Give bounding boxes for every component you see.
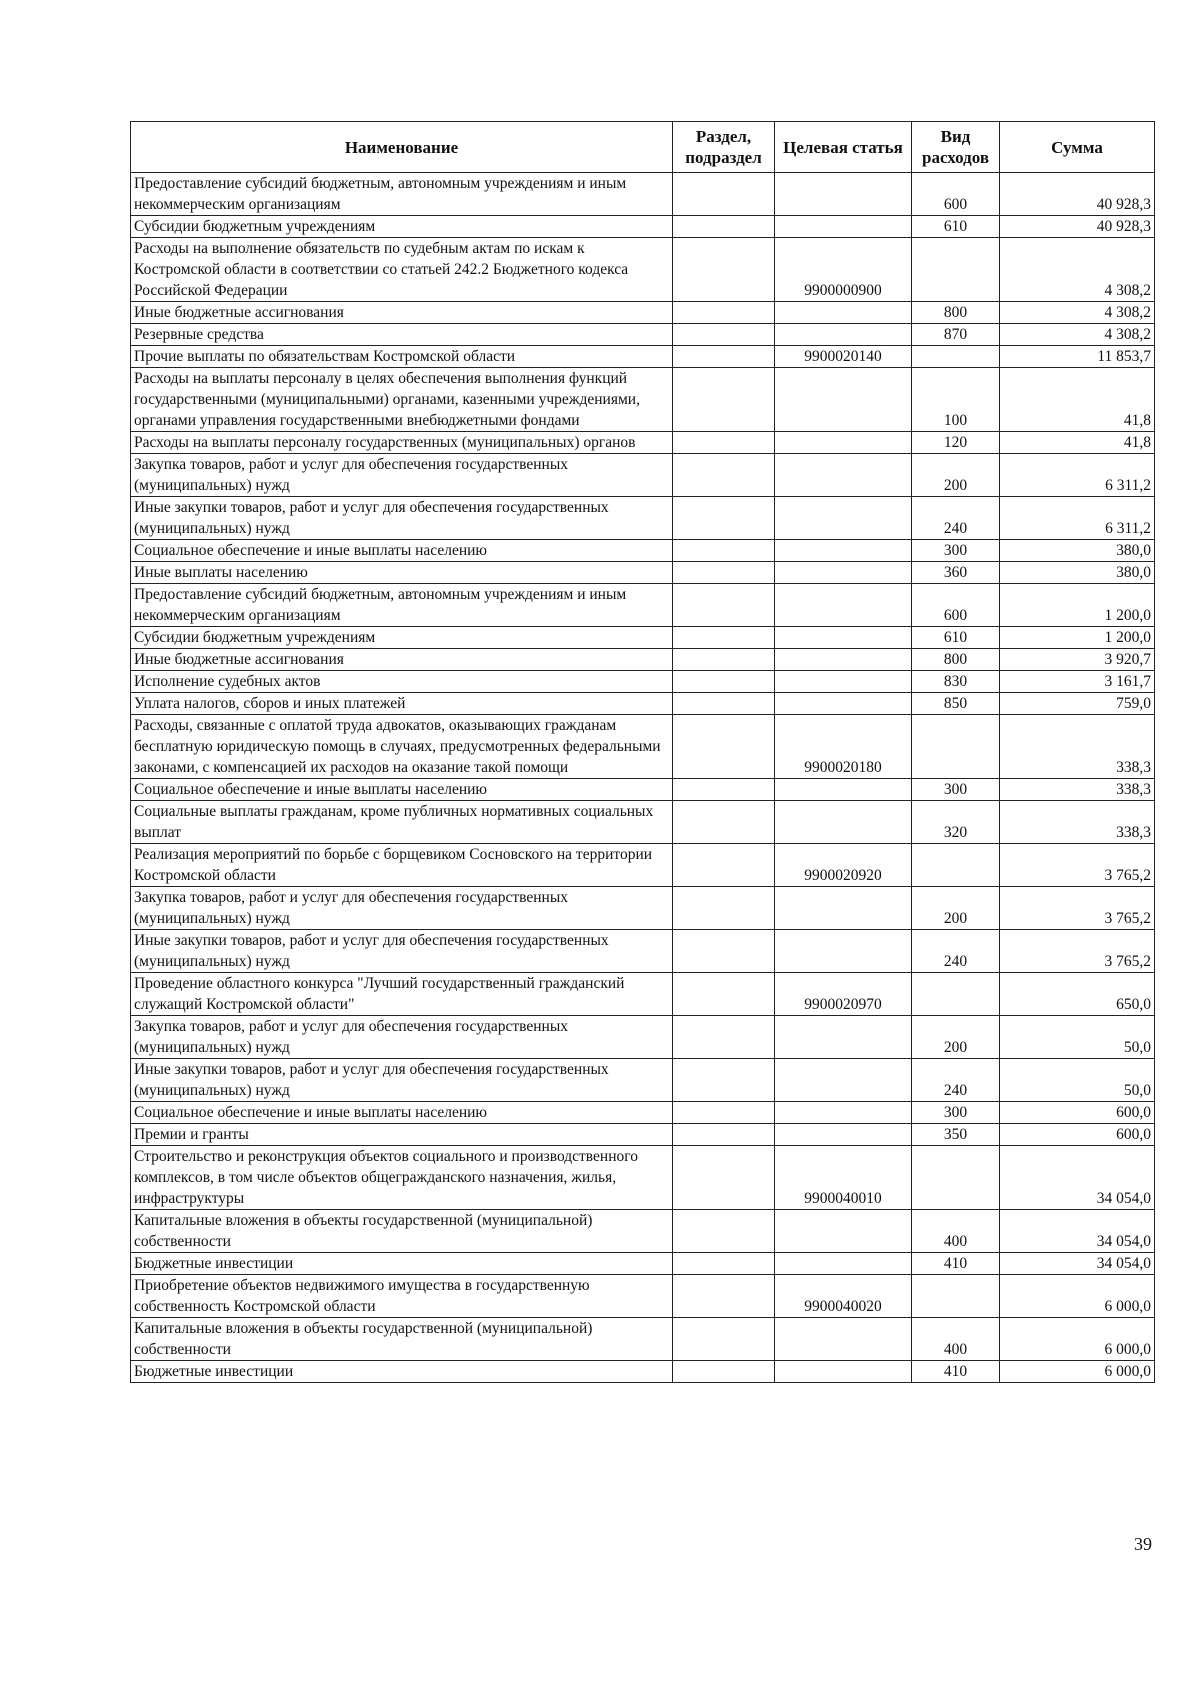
cell-sum: 3 920,7 [1000, 649, 1155, 671]
cell-sum: 4 308,2 [1000, 324, 1155, 346]
cell-section [673, 693, 775, 715]
cell-section [673, 497, 775, 540]
cell-sum: 650,0 [1000, 973, 1155, 1016]
cell-kind: 120 [912, 432, 1000, 454]
cell-kind [912, 973, 1000, 1016]
cell-name: Иные закупки товаров, работ и услуг для обеспечения государственных (муниципальных) нужд [131, 1059, 673, 1102]
cell-target [775, 1361, 912, 1383]
cell-kind: 610 [912, 216, 1000, 238]
table-row [131, 540, 1155, 562]
cell-name: Расходы на выполнение обязательств по судебным актам по искам к Костромской области в соответствии со статьей 242.2 Бюджетного кодекса Российской Федерации [131, 238, 673, 302]
cell-target: 9900040010 [775, 1146, 912, 1210]
cell-target [775, 1210, 912, 1253]
header-kind: Вид расходов [912, 122, 1000, 173]
cell-sum: 338,3 [1000, 801, 1155, 844]
cell-target [775, 779, 912, 801]
table-row [131, 1361, 1155, 1383]
cell-target [775, 1253, 912, 1275]
cell-kind: 600 [912, 173, 1000, 216]
cell-name: Премии и гранты [131, 1124, 673, 1146]
cell-sum: 1 200,0 [1000, 584, 1155, 627]
table-row [131, 801, 1155, 844]
table-row [131, 1102, 1155, 1124]
table-body [131, 173, 1155, 1383]
cell-name: Социальное обеспечение и иные выплаты населению [131, 779, 673, 801]
cell-sum: 338,3 [1000, 779, 1155, 801]
cell-sum: 34 054,0 [1000, 1253, 1155, 1275]
cell-name: Прочие выплаты по обязательствам Костромской области [131, 346, 673, 368]
cell-target: 9900020180 [775, 715, 912, 779]
cell-sum: 1 200,0 [1000, 627, 1155, 649]
table-row [131, 1253, 1155, 1275]
cell-target: 9900000900 [775, 238, 912, 302]
table-row [131, 238, 1155, 302]
cell-sum: 34 054,0 [1000, 1210, 1155, 1253]
cell-name: Иные бюджетные ассигнования [131, 302, 673, 324]
table-row [131, 584, 1155, 627]
cell-section [673, 1210, 775, 1253]
cell-target [775, 1124, 912, 1146]
cell-name: Закупка товаров, работ и услуг для обеспечения государственных (муниципальных) нужд [131, 454, 673, 497]
table-row [131, 216, 1155, 238]
page-number: 39 [1134, 1534, 1152, 1554]
table-row [131, 1146, 1155, 1210]
cell-section [673, 671, 775, 693]
cell-kind: 600 [912, 584, 1000, 627]
cell-sum: 50,0 [1000, 1016, 1155, 1059]
cell-section [673, 584, 775, 627]
table-row [131, 454, 1155, 497]
cell-kind: 400 [912, 1318, 1000, 1361]
cell-kind: 300 [912, 1102, 1000, 1124]
cell-name: Капитальные вложения в объекты государственной (муниципальной) собственности [131, 1210, 673, 1253]
table-row [131, 649, 1155, 671]
cell-target [775, 368, 912, 432]
cell-section [673, 216, 775, 238]
cell-kind [912, 346, 1000, 368]
cell-sum: 6 311,2 [1000, 497, 1155, 540]
cell-kind: 240 [912, 497, 1000, 540]
cell-section [673, 432, 775, 454]
cell-target [775, 584, 912, 627]
table-row [131, 1059, 1155, 1102]
cell-name: Иные бюджетные ассигнования [131, 649, 673, 671]
table-row [131, 302, 1155, 324]
table-row [131, 973, 1155, 1016]
cell-name: Предоставление субсидий бюджетным, автономным учреждениям и иным некоммерческим организациям [131, 584, 673, 627]
cell-target [775, 540, 912, 562]
cell-section [673, 1016, 775, 1059]
cell-section [673, 1059, 775, 1102]
cell-sum: 6 000,0 [1000, 1275, 1155, 1318]
cell-section [673, 1102, 775, 1124]
cell-target [775, 173, 912, 216]
cell-name: Расходы на выплаты персоналу в целях обеспечения выполнения функций государственными (муниципальными) органами, казенными учреждениями, органами управления государственными внебюджетными фондами [131, 368, 673, 432]
table-row [131, 693, 1155, 715]
cell-section [673, 779, 775, 801]
cell-name: Капитальные вложения в объекты государственной (муниципальной) собственности [131, 1318, 673, 1361]
table-row [131, 779, 1155, 801]
cell-name: Бюджетные инвестиции [131, 1253, 673, 1275]
cell-section [673, 173, 775, 216]
cell-kind: 610 [912, 627, 1000, 649]
cell-section [673, 1318, 775, 1361]
cell-sum: 11 853,7 [1000, 346, 1155, 368]
cell-sum: 380,0 [1000, 540, 1155, 562]
cell-sum: 338,3 [1000, 715, 1155, 779]
cell-sum: 41,8 [1000, 432, 1155, 454]
header-sum: Сумма [1000, 122, 1155, 173]
cell-section [673, 1275, 775, 1318]
cell-kind: 850 [912, 693, 1000, 715]
table-row [131, 1275, 1155, 1318]
cell-target [775, 887, 912, 930]
cell-sum: 40 928,3 [1000, 173, 1155, 216]
cell-name: Проведение областного конкурса "Лучший государственный гражданский служащий Костромской области" [131, 973, 673, 1016]
cell-kind: 100 [912, 368, 1000, 432]
cell-name: Иные закупки товаров, работ и услуг для обеспечения государственных (муниципальных) нужд [131, 497, 673, 540]
cell-sum: 41,8 [1000, 368, 1155, 432]
cell-section [673, 1146, 775, 1210]
table-row [131, 368, 1155, 432]
cell-kind: 300 [912, 540, 1000, 562]
cell-section [673, 454, 775, 497]
cell-section [673, 1361, 775, 1383]
cell-target [775, 324, 912, 346]
cell-kind: 800 [912, 302, 1000, 324]
cell-section [673, 1124, 775, 1146]
cell-section [673, 540, 775, 562]
cell-target [775, 671, 912, 693]
header-section: Раздел, подраздел [673, 122, 775, 173]
table-row [131, 346, 1155, 368]
table-row [131, 627, 1155, 649]
table-row [131, 1210, 1155, 1253]
table-row [131, 497, 1155, 540]
cell-section [673, 368, 775, 432]
cell-section [673, 627, 775, 649]
cell-target [775, 432, 912, 454]
table-row [131, 1016, 1155, 1059]
cell-kind: 870 [912, 324, 1000, 346]
cell-name: Закупка товаров, работ и услуг для обеспечения государственных (муниципальных) нужд [131, 1016, 673, 1059]
table-row [131, 1318, 1155, 1361]
cell-name: Предоставление субсидий бюджетным, автономным учреждениям и иным некоммерческим организациям [131, 173, 673, 216]
cell-name: Приобретение объектов недвижимого имущества в государственную собственность Костромской области [131, 1275, 673, 1318]
cell-name: Иные закупки товаров, работ и услуг для обеспечения государственных (муниципальных) нужд [131, 930, 673, 973]
cell-kind: 200 [912, 887, 1000, 930]
cell-target [775, 1059, 912, 1102]
cell-section [673, 887, 775, 930]
cell-kind: 410 [912, 1253, 1000, 1275]
cell-target [775, 627, 912, 649]
cell-section [673, 562, 775, 584]
cell-target [775, 801, 912, 844]
cell-section [673, 1253, 775, 1275]
cell-target [775, 302, 912, 324]
cell-sum: 34 054,0 [1000, 1146, 1155, 1210]
cell-kind: 400 [912, 1210, 1000, 1253]
cell-name: Резервные средства [131, 324, 673, 346]
cell-kind: 200 [912, 1016, 1000, 1059]
header-target: Целевая статья [775, 122, 912, 173]
cell-section [673, 346, 775, 368]
cell-name: Уплата налогов, сборов и иных платежей [131, 693, 673, 715]
cell-sum: 4 308,2 [1000, 302, 1155, 324]
cell-sum: 380,0 [1000, 562, 1155, 584]
cell-name: Иные выплаты населению [131, 562, 673, 584]
table-row [131, 887, 1155, 930]
cell-name: Субсидии бюджетным учреждениям [131, 216, 673, 238]
cell-kind [912, 844, 1000, 887]
cell-kind: 320 [912, 801, 1000, 844]
cell-section [673, 973, 775, 1016]
cell-kind: 410 [912, 1361, 1000, 1383]
cell-section [673, 844, 775, 887]
cell-name: Исполнение судебных актов [131, 671, 673, 693]
header-name: Наименование [131, 122, 673, 173]
cell-name: Социальное обеспечение и иные выплаты населению [131, 540, 673, 562]
cell-kind: 350 [912, 1124, 1000, 1146]
cell-name: Социальные выплаты гражданам, кроме публичных нормативных социальных выплат [131, 801, 673, 844]
table-row [131, 324, 1155, 346]
cell-name: Строительство и реконструкция объектов социального и производственного комплексов, в том числе объектов общегражданского назначения, жилья, инфраструктуры [131, 1146, 673, 1210]
cell-sum: 600,0 [1000, 1102, 1155, 1124]
cell-target [775, 649, 912, 671]
cell-name: Социальное обеспечение и иные выплаты населению [131, 1102, 673, 1124]
cell-kind: 360 [912, 562, 1000, 584]
cell-kind: 200 [912, 454, 1000, 497]
header-row [131, 122, 1155, 173]
cell-name: Расходы на выплаты персоналу государственных (муниципальных) органов [131, 432, 673, 454]
cell-kind [912, 715, 1000, 779]
table-row [131, 432, 1155, 454]
cell-section [673, 238, 775, 302]
cell-target [775, 693, 912, 715]
cell-section [673, 302, 775, 324]
cell-kind [912, 1146, 1000, 1210]
cell-sum: 3 765,2 [1000, 844, 1155, 887]
cell-target: 9900020920 [775, 844, 912, 887]
cell-kind: 240 [912, 1059, 1000, 1102]
cell-target [775, 216, 912, 238]
cell-target [775, 454, 912, 497]
cell-target [775, 1102, 912, 1124]
cell-target: 9900020140 [775, 346, 912, 368]
cell-section [673, 649, 775, 671]
cell-sum: 6 000,0 [1000, 1318, 1155, 1361]
table-row [131, 173, 1155, 216]
cell-section [673, 324, 775, 346]
cell-sum: 3 765,2 [1000, 930, 1155, 973]
table-row [131, 1124, 1155, 1146]
cell-target: 9900040020 [775, 1275, 912, 1318]
cell-sum: 759,0 [1000, 693, 1155, 715]
cell-sum: 4 308,2 [1000, 238, 1155, 302]
cell-section [673, 930, 775, 973]
cell-kind: 240 [912, 930, 1000, 973]
cell-section [673, 801, 775, 844]
cell-sum: 6 311,2 [1000, 454, 1155, 497]
cell-target [775, 497, 912, 540]
cell-name: Реализация мероприятий по борьбе с борщевиком Сосновского на территории Костромской области [131, 844, 673, 887]
cell-name: Закупка товаров, работ и услуг для обеспечения государственных (муниципальных) нужд [131, 887, 673, 930]
cell-target [775, 1318, 912, 1361]
budget-table [130, 121, 1155, 1383]
cell-section [673, 715, 775, 779]
cell-target: 9900020970 [775, 973, 912, 1016]
table-row [131, 930, 1155, 973]
cell-name: Субсидии бюджетным учреждениям [131, 627, 673, 649]
cell-target [775, 562, 912, 584]
cell-sum: 50,0 [1000, 1059, 1155, 1102]
table-row [131, 671, 1155, 693]
cell-kind [912, 1275, 1000, 1318]
table-row [131, 562, 1155, 584]
table-row [131, 715, 1155, 779]
cell-sum: 40 928,3 [1000, 216, 1155, 238]
table-row [131, 844, 1155, 887]
cell-sum: 6 000,0 [1000, 1361, 1155, 1383]
cell-kind: 830 [912, 671, 1000, 693]
cell-sum: 3 161,7 [1000, 671, 1155, 693]
cell-sum: 3 765,2 [1000, 887, 1155, 930]
cell-name: Бюджетные инвестиции [131, 1361, 673, 1383]
cell-kind: 800 [912, 649, 1000, 671]
cell-kind: 300 [912, 779, 1000, 801]
cell-name: Расходы, связанные с оплатой труда адвокатов, оказывающих гражданам бесплатную юридическую помощь в случаях, предусмотренных федеральными законами, с компенсацией их расходов на оказание такой помощи [131, 715, 673, 779]
cell-sum: 600,0 [1000, 1124, 1155, 1146]
cell-target [775, 930, 912, 973]
cell-target [775, 1016, 912, 1059]
cell-kind [912, 238, 1000, 302]
